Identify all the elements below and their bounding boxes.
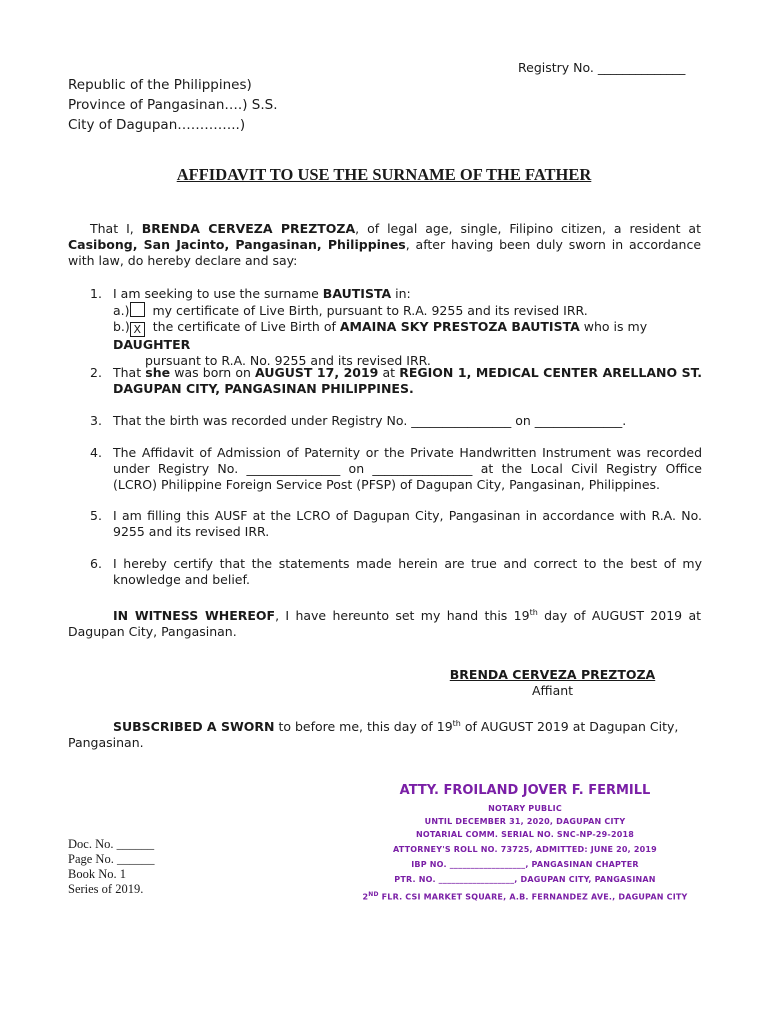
affiant-name: BRENDA CERVEZA PREZTOZA [449, 667, 656, 682]
item-number: 2. [90, 365, 102, 380]
registry-number-field: Registry No. ______________ [518, 60, 686, 75]
option-b-continuation: pursuant to R.A. No. 9255 and its revised IRR. [145, 353, 431, 368]
series-year: Series of 2019. [68, 882, 144, 896]
notary-title: NOTARY PUBLIC [488, 804, 562, 813]
notary-roll-number: ATTORNEY'S ROLL NO. 73725, ADMITTED: JUNE 20, 2019 [393, 845, 657, 854]
declaration-item-3: 3. That the birth was recorded under Registry No. ________________ on ______________. [90, 413, 627, 428]
doc-number: Doc. No. ______ [68, 837, 155, 851]
notary-ibp-number: IBP NO. __________________, PANGASINAN CHAPTER [411, 860, 639, 869]
option-a-checkbox[interactable] [130, 302, 145, 317]
notary-block [330, 782, 720, 904]
venue-city: City of Dagupan…………..) [68, 117, 246, 133]
page-number: Page No. ______ [68, 852, 155, 866]
birth-date: AUGUST 17, 2019 [255, 365, 379, 380]
venue-province: Province of Pangasinan….) S.S. [68, 97, 278, 113]
affiant-signature-block [440, 667, 665, 699]
option-a: a.) my certificate of Live Birth, pursuant to R.A. 9255 and its revised IRR. [113, 303, 588, 318]
declaration-item-1: 1. I am seeking to use the surname BAUTISTA in: a.) my certificate of Live Birth, pursuant to R.A. 9255 and its revised IRR. b.) X the certificate of Live Birth of AMAINA SKY PRESTOZA BAUTISTA who is my DAUGHTER pursuant to R.A. No. 9255 and its revised IRR. [90, 286, 702, 369]
affiant-name-inline: BRENDA CERVEZA PREZTOZA [141, 221, 356, 236]
declaration-item-2: 2. That she was born on AUGUST 17, 2019 at REGION 1, MEDICAL CENTER ARELLANO ST. DAGUPAN CITY, PANGASINAN PHILIPPINES. [90, 365, 702, 396]
relationship: DAUGHTER [113, 337, 191, 352]
affiant-address: Casibong, San Jacinto, Pangasinan, Philippines [68, 237, 406, 252]
subscribed-paragraph: SUBSCRIBED A SWORN to before me, this day of 19th of AUGUST 2019 at Dagupan City, Pangasinan. [68, 719, 679, 751]
notary-ptr-number: PTR. NO. __________________, DAGUPAN CITY, PANGASINAN [394, 875, 656, 884]
docket-block [68, 837, 154, 897]
item-number: 5. [90, 508, 102, 523]
declaration-item-4: 4. The Affidavit of Admission of Paternity or the Private Handwritten Instrument was recorded under Registry No. _______________ on ________________ at the Local Civil Registry Office (LCRO) Philippine Foreign Service Post (PFSP) of Dagupan City, Pangasinan, Philippines. [90, 445, 702, 492]
notary-name: ATTY. FROILAND JOVER F. FERMILL [399, 783, 651, 798]
item-number: 1. [90, 286, 102, 301]
venue-country: Republic of the Philippines) [68, 77, 252, 93]
item-number: 6. [90, 556, 102, 571]
child-name: AMAINA SKY PRESTOZA BAUTISTA [339, 319, 580, 334]
declaration-item-5: 5. I am filling this AUSF at the LCRO of Dagupan City, Pangasinan in accordance with R.A. No. 9255 and its revised IRR. [90, 508, 702, 539]
item-number: 3. [90, 413, 102, 428]
affiant-label: Affiant [531, 683, 574, 698]
notary-address: 2ND FLR. CSI MARKET SQUARE, A.B. FERNANDEZ AVE., DAGUPAN CITY [362, 891, 688, 902]
book-number: Book No. 1 [68, 867, 126, 881]
option-b: b.) X the certificate of Live Birth of AMAINA SKY PRESTOZA BAUTISTA who is my DAUGHTER [113, 319, 648, 352]
birth-place: REGION 1, MEDICAL CENTER ARELLANO ST. DAGUPAN CITY, PANGASINAN PHILIPPINES. [113, 365, 702, 396]
surname-to-use: BAUTISTA [322, 286, 392, 301]
witness-paragraph: IN WITNESS WHEREOF, I have hereunto set my hand this 19th day of AUGUST 2019 at Dagupan City, Pangasinan. [68, 608, 702, 640]
notary-commission: NOTARIAL COMM. SERIAL NO. SNC-NP-29-2018 [415, 830, 635, 839]
item-number: 4. [90, 445, 102, 460]
declaration-item-6: 6. I hereby certify that the statements made herein are true and correct to the best of my knowledge and belief. [90, 556, 702, 587]
option-b-checkbox[interactable]: X [130, 322, 145, 337]
venue-block [68, 75, 277, 135]
document-title: AFFIDAVIT TO USE THE SURNAME OF THE FATHER [176, 165, 592, 184]
notary-validity: UNTIL DECEMBER 31, 2020, DAGUPAN CITY [424, 817, 626, 826]
intro-paragraph: That I, BRENDA CERVEZA PREZTOZA, of legal age, single, Filipino citizen, a resident at Casibong, San Jacinto, Pangasinan, Philippines, after having been duly sworn in accordance with law, do hereby declare and say: [68, 221, 702, 268]
